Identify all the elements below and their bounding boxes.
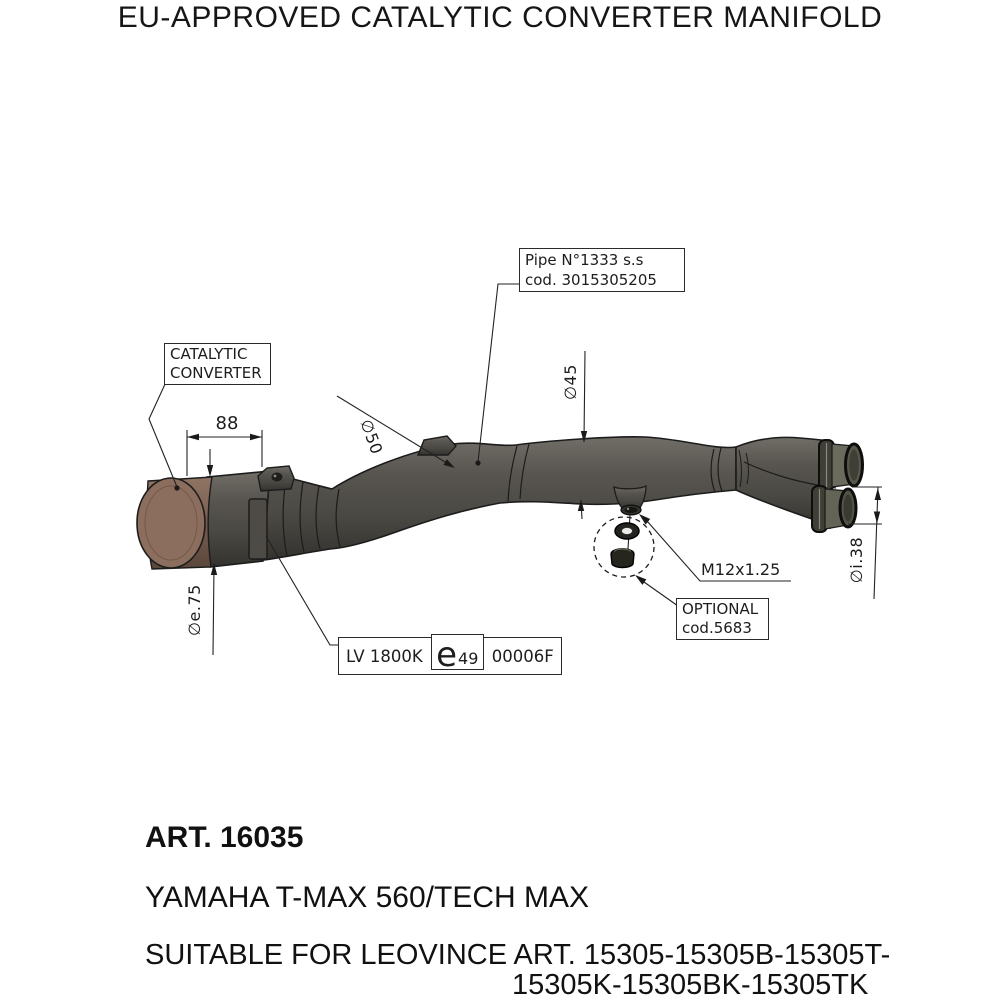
dimension-cat-length: 88 bbox=[215, 413, 239, 434]
suitable-for-line2: 15305K-15305BK-15305TK bbox=[512, 969, 869, 1000]
optional-plug-kit bbox=[594, 515, 654, 577]
thread-spec-label: M12x1.25 bbox=[701, 560, 781, 579]
article-number: ART. 16035 bbox=[145, 821, 304, 854]
homologation-plate bbox=[249, 499, 267, 559]
dimension-pipe-diameter-50: ∅50 bbox=[356, 416, 387, 457]
pipe-part-label bbox=[519, 248, 685, 292]
homologation-mark-box bbox=[338, 637, 562, 675]
optional-kit-label: OPTIONAL cod.5683 bbox=[676, 598, 769, 640]
dimension-pipe-diameter-45: ∅45 bbox=[561, 364, 580, 400]
page-title: EU-APPROVED CATALYTIC CONVERTER MANIFOLD bbox=[117, 1, 883, 34]
e-mark-box bbox=[431, 634, 484, 675]
homologation-approval-number: 00006F bbox=[491, 646, 554, 666]
pipe-bracket bbox=[418, 436, 456, 455]
vehicle-model: YAMAHA T-MAX 560/TECH MAX bbox=[145, 881, 590, 914]
e-mark: e bbox=[436, 635, 458, 675]
catalytic-converter-label: CATALYTIC CONVERTER bbox=[164, 343, 271, 385]
dimension-cat-outer-diameter: ∅e.75 bbox=[185, 584, 204, 636]
e-mark-country: 49 bbox=[458, 649, 479, 668]
pipe-part-code: cod. 3015305205 bbox=[525, 271, 657, 289]
o2-sensor-bung bbox=[614, 486, 646, 515]
suitable-for-line1: SUITABLE FOR LEOVINCE ART. 15305-15305B-15305T- bbox=[145, 939, 891, 971]
homologation-brand-code: LV 1800K bbox=[346, 646, 423, 666]
catalyst-front-face bbox=[137, 478, 205, 568]
pipe-part-name: Pipe N°1333 s.s bbox=[525, 251, 644, 269]
dimension-outlet-inner-diameter: ∅i.38 bbox=[847, 536, 866, 584]
